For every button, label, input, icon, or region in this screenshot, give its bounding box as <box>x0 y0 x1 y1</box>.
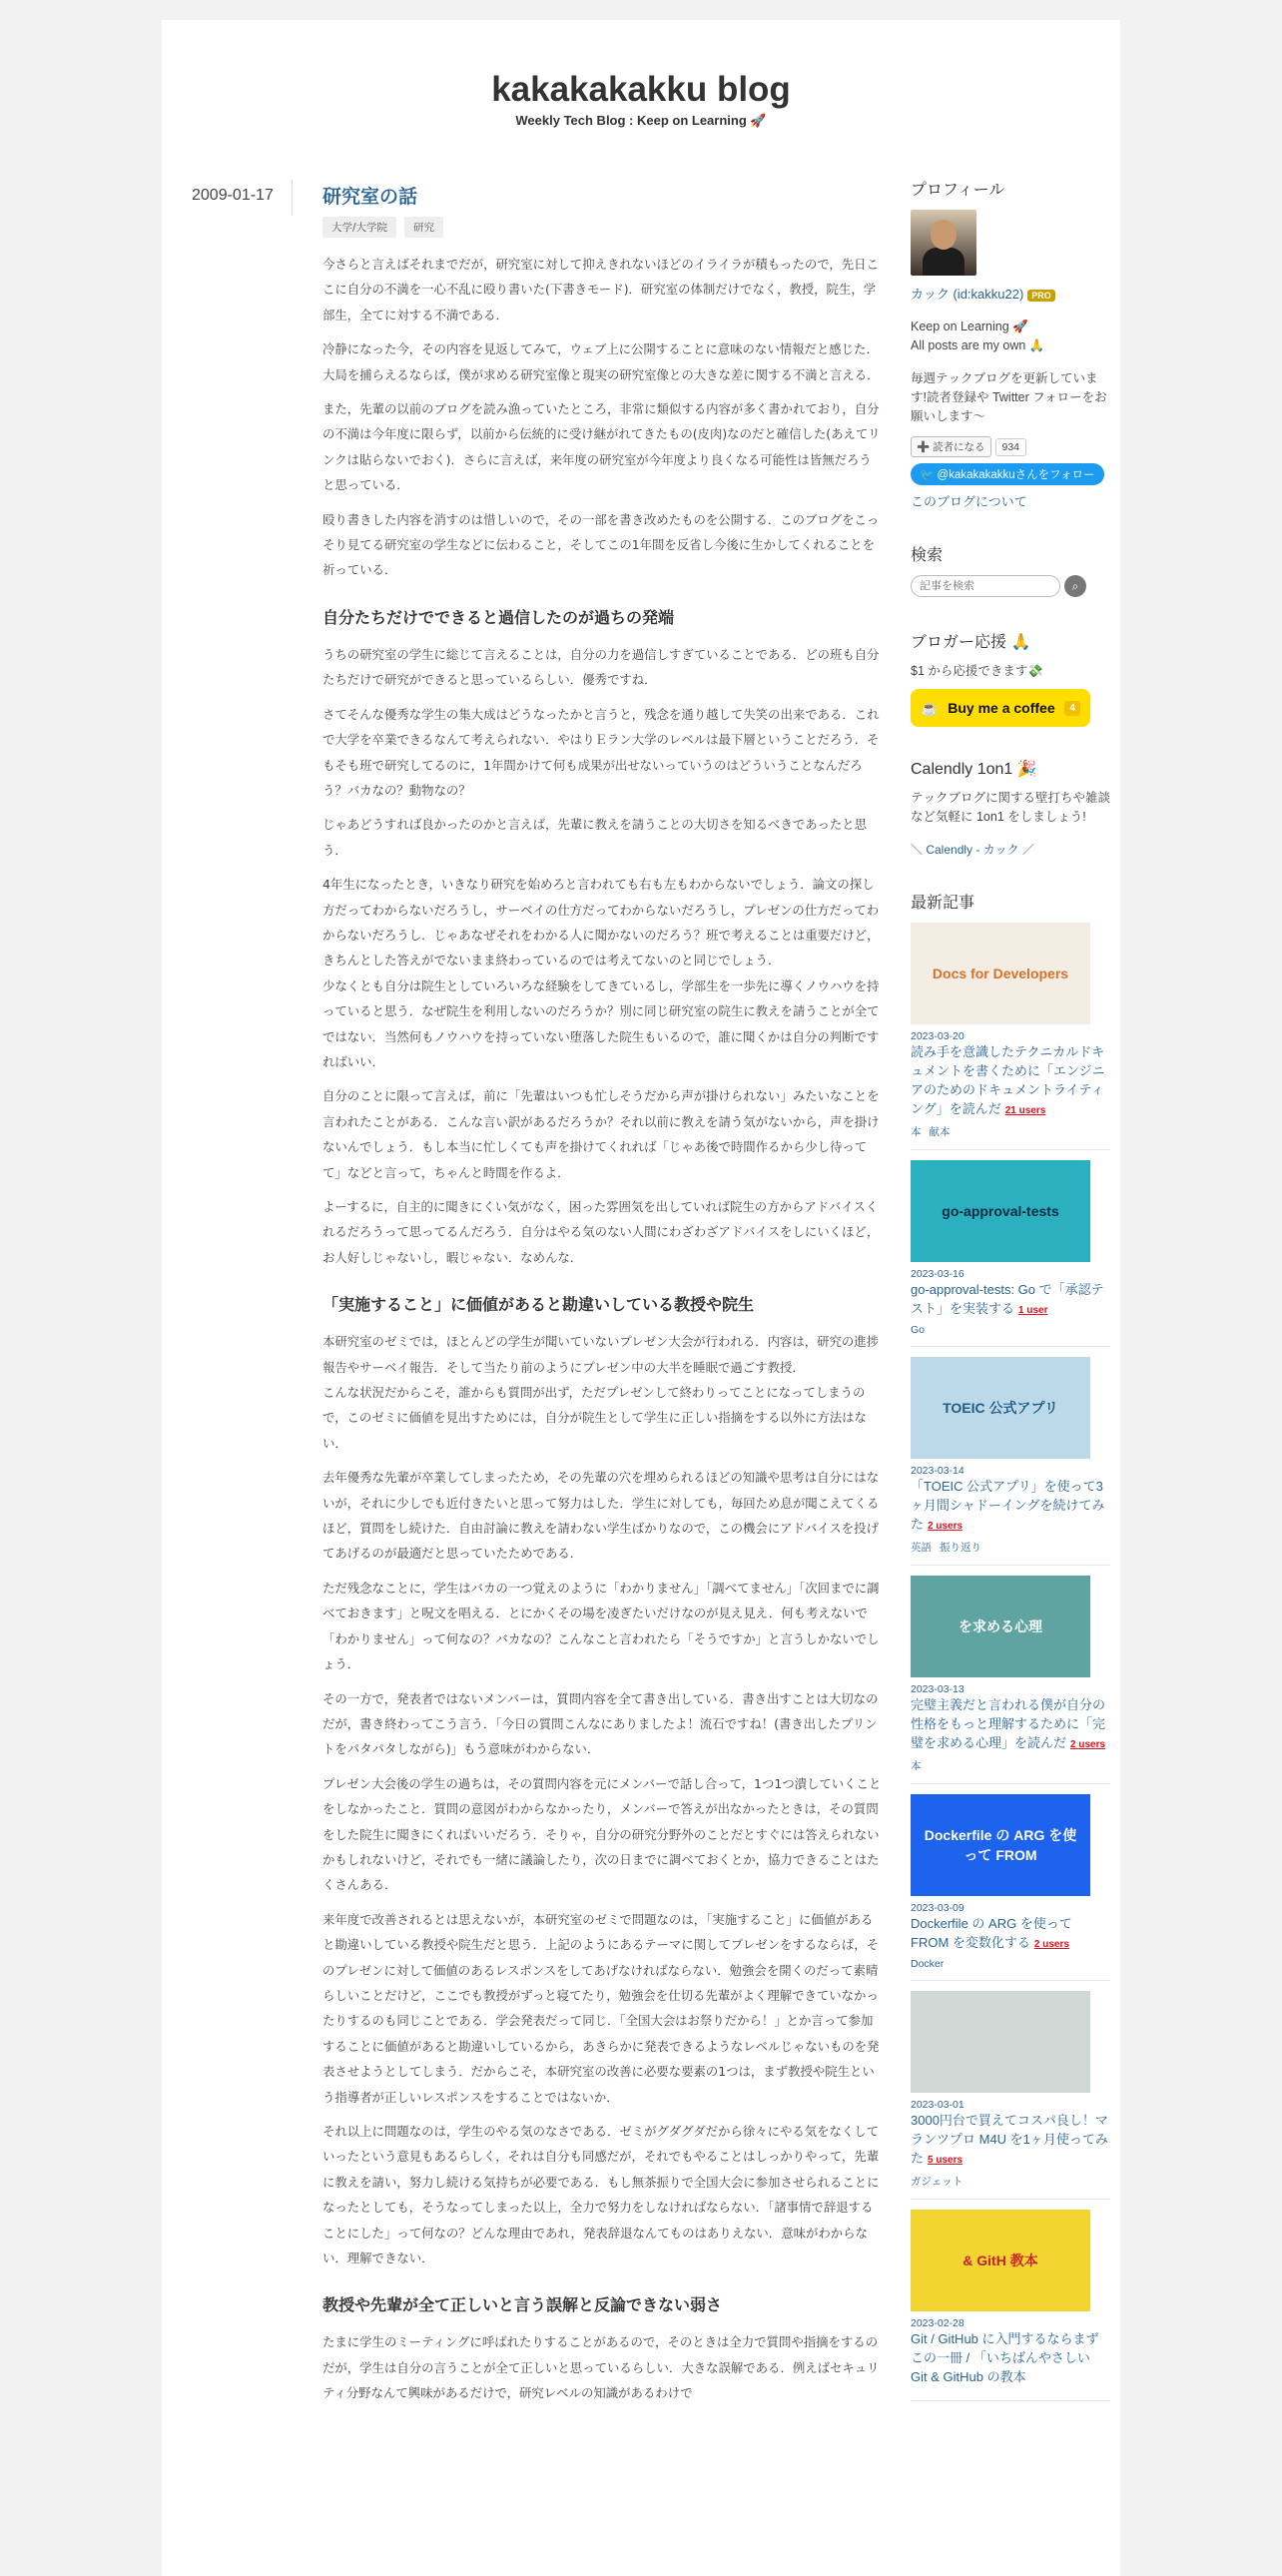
recent-post-thumbnail[interactable] <box>911 1160 1090 1262</box>
paragraph: 自分のことに限って言えば，前に「先輩はいつも忙しそうだから声が掛けられない」みたいなことを言われたことがある．こんな言い訳があるだろうか？それ以前に教えを請う気がないから，声を掛けないんでしょう．もし本当に忙しくても声を掛けてくれれば「じゃあ後で時間作るから少し待ってて」などと言って，ちゃんと時間を作るよ． <box>322 1088 880 1180</box>
recent-post-title[interactable] <box>911 1695 1110 1754</box>
recent-post-category[interactable]: ガジェット <box>911 2176 963 2188</box>
paragraph: 殴り書きした内容を消すのは惜しいので，その一部を書き改めたものを公開する．このブログをこっそり見てる研究室の学生などに伝わること，そしてこの1年間を反省し今後に生かしてくれることを祈っている． <box>322 511 880 578</box>
recent-post-categories <box>911 1540 1110 1566</box>
recent-post-date[interactable]: 2023-03-13 <box>911 1683 964 1695</box>
recent-post-title-text[interactable]: 読み手を意識したテクニカルドキュメントを書くために「エンジニアのためのドキュメントライティング」を読んだ <box>911 1044 1105 1116</box>
recent-post-title[interactable] <box>911 1280 1110 1320</box>
profile-tagline: Keep on Learning 🚀 <box>911 320 1028 333</box>
recent-post-title[interactable] <box>911 1914 1110 1954</box>
recent-post <box>911 1357 1110 1566</box>
recent-post-category[interactable]: 本 <box>911 1126 922 1138</box>
recent-post-categories <box>911 2390 1110 2401</box>
recent-post-title-text[interactable]: 3000円台で買えてコスパ良し！マランツプロ M4U を1ヶ月使ってみた <box>911 2113 1108 2166</box>
recent-post-title-text[interactable]: Git / GitHub に入門するならまずこの一冊 / 「いちばんやさしい Git & GitHub の教本 <box>911 2331 1099 2384</box>
recent-post-title-text[interactable]: 完璧主義だと言われる僕が自分の性格をもっと理解するために「完璧を求める心理」を読んだ <box>911 1697 1106 1750</box>
paragraph: よーするに，自主的に聞きにくい気がなく，困った雰囲気を出していれば院生の方からアドバイスくれるだろうって思ってるんだろう．自分はやる気のない人間にわざわざアドバイスをしにいくほど，お人好しじゃないし，暇じゃない．なめんな． <box>322 1199 880 1265</box>
search-input[interactable] <box>911 575 1060 597</box>
thumbnail-text: & GitH 教本 <box>962 2253 1038 2268</box>
profile-tagline-2: All posts are my own 🙏 <box>911 338 1045 352</box>
recent-post-thumbnail[interactable] <box>911 1794 1090 1896</box>
paragraph: たまに学生のミーティングに呼ばれたりすることがあるので，そのときは全力で質問や指摘をするのだが，学生は自分の言うことが全て正しいと思っているらしい．大きな誤解である．例えばセキュリティ分野なんて興味があるだけで，研究レベルの知識があるわけで <box>322 2334 880 2401</box>
sidebar <box>911 177 1110 2433</box>
recent-post-title-text[interactable]: go-approval-tests: Go で「承認テスト」を実装する <box>911 1282 1104 1316</box>
thumbnail-text: を求める心理 <box>959 1618 1042 1634</box>
support-text: $1 から応援できます💸 <box>911 664 1043 678</box>
recent-post-thumbnail[interactable] <box>911 923 1090 1024</box>
thumbnail-text: Docs for Developers <box>932 966 1069 981</box>
recent-post <box>911 1794 1110 1981</box>
recent-post-date[interactable]: 2023-03-16 <box>911 1268 964 1280</box>
buy-me-a-coffee-button[interactable] <box>911 689 1090 727</box>
coffee-icon: ☕ <box>921 699 939 716</box>
support-module <box>911 629 1110 727</box>
avatar[interactable] <box>911 210 976 276</box>
recent-post-date[interactable]: 2023-02-28 <box>911 2317 964 2329</box>
recent-post-thumbnail[interactable] <box>911 1991 1090 2093</box>
recent-post-thumbnail[interactable] <box>911 1576 1090 1677</box>
recent-posts-heading: 最新記事 <box>911 895 975 912</box>
pro-badge[interactable]: PRO <box>1027 290 1055 302</box>
search-heading: 検索 <box>911 547 944 564</box>
recent-post-title[interactable] <box>911 1042 1110 1120</box>
recent-post-title-text[interactable]: Dockerfile の ARG を使って FROM を変数化する <box>911 1916 1072 1950</box>
subscribe-button[interactable]: ➕ 読者になる <box>911 436 991 457</box>
paragraph: それ以上に問題なのは，学生のやる気のなさである．ゼミがグダグダだから徐々にやる気をなくしていったという意見もあるらしく，それは自分も同感だが，それでもやることはしっかりやって，先輩に教えを請い，努力し続ける気持ちが必要である．もし無茶振りで全国大会に参加させられることになったとしても，そうなってしまった以上，全力で努力をしなければならない．「諸事情で辞退することにした」って何なの？どんな理由であれ，発表辞退なんてものはありえない．意味がわからない．理解できない． <box>322 2124 880 2266</box>
bmc-count: 4 <box>1064 701 1080 716</box>
recent-post-category[interactable]: 英語 <box>911 1542 932 1554</box>
paragraph: 冷静になった今，その内容を見返してみて，ウェブ上に公開することに意味のない情報だと感じた．大局を捕らえるならば，僕が求める研究室像と現実の研究室像との大きな差に関する不満と言える． <box>322 341 880 382</box>
about-blog-link[interactable]: このブログについて <box>911 494 1027 509</box>
thumbnail-text: TOEIC 公式アプリ <box>943 1400 1058 1416</box>
thumbnail-text: go-approval-tests <box>942 1203 1059 1219</box>
category-tag[interactable]: 大学/大学院 <box>322 217 396 238</box>
support-heading: ブロガー応援 🙏 <box>911 634 1031 651</box>
entry-date[interactable]: 2009-01-17 <box>192 187 274 204</box>
recent-post-title[interactable] <box>911 2329 1110 2386</box>
recent-post <box>911 1160 1110 1347</box>
paragraph: うちの研究室の学生に総じて言えることは，自分の力を過信しすぎていることである．どの班も自分たちだけで研究ができると思っているらしい．優秀ですね． <box>322 646 880 688</box>
recent-post-title[interactable] <box>911 2111 1110 2170</box>
recent-post-date[interactable]: 2023-03-09 <box>911 1902 964 1914</box>
bookmark-users-badge[interactable]: 5 users <box>928 2155 963 2166</box>
reader-widget <box>911 436 1110 457</box>
calendly-module <box>911 759 1110 858</box>
profile-heading: プロフィール <box>911 182 1005 199</box>
paragraph: ただ残念なことに，学生はバカの一つ覚えのように「わかりません」「調べてません」「次回までに調べておきます」と呪文を唱える．とにかくその場を凌ぎたいだけなのが見え見え．何も考えないで「わかりません」って何なの？バカなの？こんなこと言われたら「そうですか」と言うしかないでしょう． <box>322 1580 880 1672</box>
section-heading: 教授や先輩が全て正しいと言う誤解と反論できない弱さ <box>322 2295 723 2315</box>
recent-post-date[interactable]: 2023-03-01 <box>911 2099 964 2111</box>
thumbnail-text: Dockerfile の ARG を使って FROM <box>924 1827 1077 1863</box>
recent-post-title-text[interactable]: 「TOEIC 公式アプリ」を使って3ヶ月間シャドーイングを続けてみた <box>911 1479 1105 1532</box>
calendly-heading: Calendly 1on1 🎉 <box>911 761 1037 778</box>
paragraph: プレゼン大会後の学生の過ちは，その質問内容を元にメンバーで話し合って，1つ1つ潰していくことをしなかったこと．質問の意図がわからなかったり，メンバーで答えが出なかったときは，その質問をした院生に聞きにくればいいだろう．そりゃ，自分の研究分野外のことだとすぐには答えられないかもしれないけど，それでも一緒に議論したり，次の日までに調べておくとか，協力できることはたくさんある． <box>322 1775 882 1893</box>
recent-post-date[interactable]: 2023-03-14 <box>911 1465 964 1477</box>
recent-post-category[interactable]: Docker <box>911 1958 945 1970</box>
bookmark-users-badge[interactable]: 2 users <box>1070 1739 1106 1750</box>
recent-post <box>911 1576 1110 1784</box>
recent-post-categories <box>911 1124 1110 1150</box>
paragraph: また，先輩の以前のブログを読み漁っていたところ，非常に類似する内容が多く書かれており，自分の不満は今年度に限らず，以前から伝統的に受け継がれてきたもの(皮肉)なのだと確信した(あえてリンクは貼らないでおく)．さらに言えば，来年度の研究室が今年度より良くなる可能性は皆無だろうと思っている． <box>322 401 881 493</box>
recent-post-thumbnail[interactable] <box>911 2210 1090 2311</box>
recent-post-categories <box>911 1958 1110 1981</box>
recent-post-category[interactable]: 振り返り <box>940 1542 981 1554</box>
recent-post-category[interactable]: 献本 <box>929 1126 951 1138</box>
paragraph: 去年優秀な先輩が卒業してしまったため，その先輩の穴を埋められるほどの知識や思考は自分にはないが，それに少しでも近付きたいと思って努力はした．学生に対しても，毎回ため息が聞こえてくるほど，質問をし続けた．自由討論に教えを請わない学生ばかりなので，この機会にアドバイスを投げてあげるのが最適だと思っていたためである． <box>322 1470 880 1562</box>
calendly-text: テックブログに関する壁打ちや雑談など気軽に 1on1 をしましょう! <box>911 791 1111 824</box>
recent-post-categories <box>911 1324 1110 1347</box>
recent-post <box>911 2210 1110 2401</box>
search-icon[interactable]: ⌕ <box>1064 575 1086 597</box>
paragraph: じゃあどうすれば良かったのかと言えば，先輩に教えを請うことの大切さを知るべきであったと思う． <box>322 817 868 858</box>
section-heading: 自分たちだけでできると過信したのが過ちの発端 <box>322 607 675 627</box>
recent-post-category[interactable]: 本 <box>911 1760 922 1772</box>
paragraph: さてそんな優秀な学生の集大成はどうなったかと言うと，残念を通り越して失笑の出来である．これで大学を卒業できるなんて考えられない．やはりＥラン大学のレベルは最下層ということだろう．そもそも班で研究してるのに，1年間かけて何も成果が出せないっていうのはどういうことなんだろう？バカなの？動物なの？ <box>322 706 880 798</box>
recent-post-categories <box>911 1758 1110 1784</box>
blog-title[interactable]: kakakakakku blog <box>491 70 791 109</box>
paragraph: 今さらと言えばそれまでだが，研究室に対して抑えきれないほどのイライラが積もったので，先日ここに自分の不満を一心不乱に殴り書いた(下書きモード)．研究室の体制だけでなく，教授，院生，学部生，全てに対する不満である． <box>322 257 879 322</box>
paragraph: 本研究室のゼミでは，ほとんどの学生が聞いていないプレゼン大会が行われる．内容は，研究の進捗報告やサーベイ報告．そして当たり前のようにプレゼン中の大半を睡眠で過ごす教授． こんな状況だからこそ，誰からも質問が出ず，ただプレゼンして終わりってことになってしまうので，このゼミに価値を見出すためには，自分が院生として学生に正しい指摘をする以外に方法はない． <box>322 1334 880 1451</box>
recent-post-date[interactable]: 2023-03-20 <box>911 1030 964 1042</box>
section-heading: 「実施すること」に価値があると勘違いしている教授や院生 <box>322 1295 755 1315</box>
recent-post <box>911 1991 1110 2200</box>
bookmark-users-badge[interactable]: 21 users <box>1004 1105 1046 1116</box>
reader-count: 934 <box>995 438 1027 456</box>
entry-title[interactable]: 研究室の話 <box>322 187 418 208</box>
entry-body <box>322 182 882 2415</box>
recent-post-thumbnail[interactable] <box>911 1357 1090 1459</box>
bookmark-users-badge[interactable]: 1 user <box>1018 1305 1048 1316</box>
bmc-label: Buy me a coffee <box>948 700 1055 716</box>
recent-post-title[interactable] <box>911 1477 1110 1536</box>
category-tag[interactable]: 研究 <box>404 217 443 238</box>
recent-posts-module <box>911 890 1110 2401</box>
recent-posts-list <box>911 923 1110 2401</box>
twitter-follow-button[interactable]: 🐦 @kakakakakkuさんをフォロー <box>911 463 1104 485</box>
paragraph: 4年生になったとき，いきなり研究を始めろと言われても右も左もわからないでしょう．論文の探し方だってわからないだろうし，サーベイの仕方だってわからないだろうし，プレゼンの仕方だってわからないだろうし．じゃあなぜそれをわかる人に聞かないのだろう？班で考えることは重要だけど，きちんとした答えがでないまま終わっているのでは考えてないのと同じでしょう． 少なくとも自分は院生としていろいろな経験をしてきているし，学部生を一歩先に導くノウハウを持っていると思う．なぜ院生を利用しないのだろうか？別に同じ研究室の院生に教えを請うことが全てではない．当然何もノウハウを持っていない堕落した院生もいるので，誰に聞くかは自分の判断ですればいい． <box>322 877 880 1069</box>
recent-post-categories <box>911 2174 1110 2200</box>
blog-description: Weekly Tech Blog : Keep on Learning 🚀 <box>515 113 767 128</box>
entry-categories <box>322 217 882 238</box>
bookmark-users-badge[interactable]: 2 users <box>928 1521 963 1532</box>
bookmark-users-badge[interactable]: 2 users <box>1033 1939 1069 1950</box>
blog-page <box>162 20 1120 2576</box>
calendly-link[interactable]: ＼ Calendly - カック ／ <box>911 843 1034 857</box>
recent-post-category[interactable]: Go <box>911 1324 926 1336</box>
profile-module <box>911 177 1110 510</box>
paragraph: その一方で，発表者ではないメンバーは，質問内容を全て書き出している．書き出すことは大切なのだが，書き終わってこう言う．「今日の質問こんなにありましたよ！流石ですね！(書き出したプリントをパタパタしながら)」もう意味がわからない． <box>322 1690 879 1757</box>
recent-post <box>911 923 1110 1150</box>
profile-bio: 毎週テックブログを更新しています!読者登録や Twitter フォローをお願いします〜 <box>911 371 1107 423</box>
profile-name-link[interactable]: カック (id:kakku22) <box>911 287 1024 302</box>
entry-content <box>322 252 882 2406</box>
date-divider <box>292 180 293 216</box>
search-module <box>911 542 1110 597</box>
paragraph: 来年度で改善されるとは思えないが，本研究室のゼミで問題なのは，「実施すること」に価値があると勘違いしている教授や院生だと思う．上記のようにあるテーマに関してプレゼンをするならば，そのプレゼンに対して価値のあるレスポンスをしてあげなければならない．勉強会を開くのだって素晴らしいことだけど，ここでも教授がずっと寝てたり，勉強会を仕切る先輩がよく理解できていなかったりするのも同じことである．学会発表だって同じ．「全国大会はお祭りだから！」とか言って参加することに価値があると勘違いしているから，あきらかに発表できるようなレベルじゃないものを発表させようとしてしまう．だからこそ，本研究室の改善に必要な要素の1つは，まず教授や院生という指導者が正しいレスポンスをすることではないか． <box>322 1911 880 2105</box>
